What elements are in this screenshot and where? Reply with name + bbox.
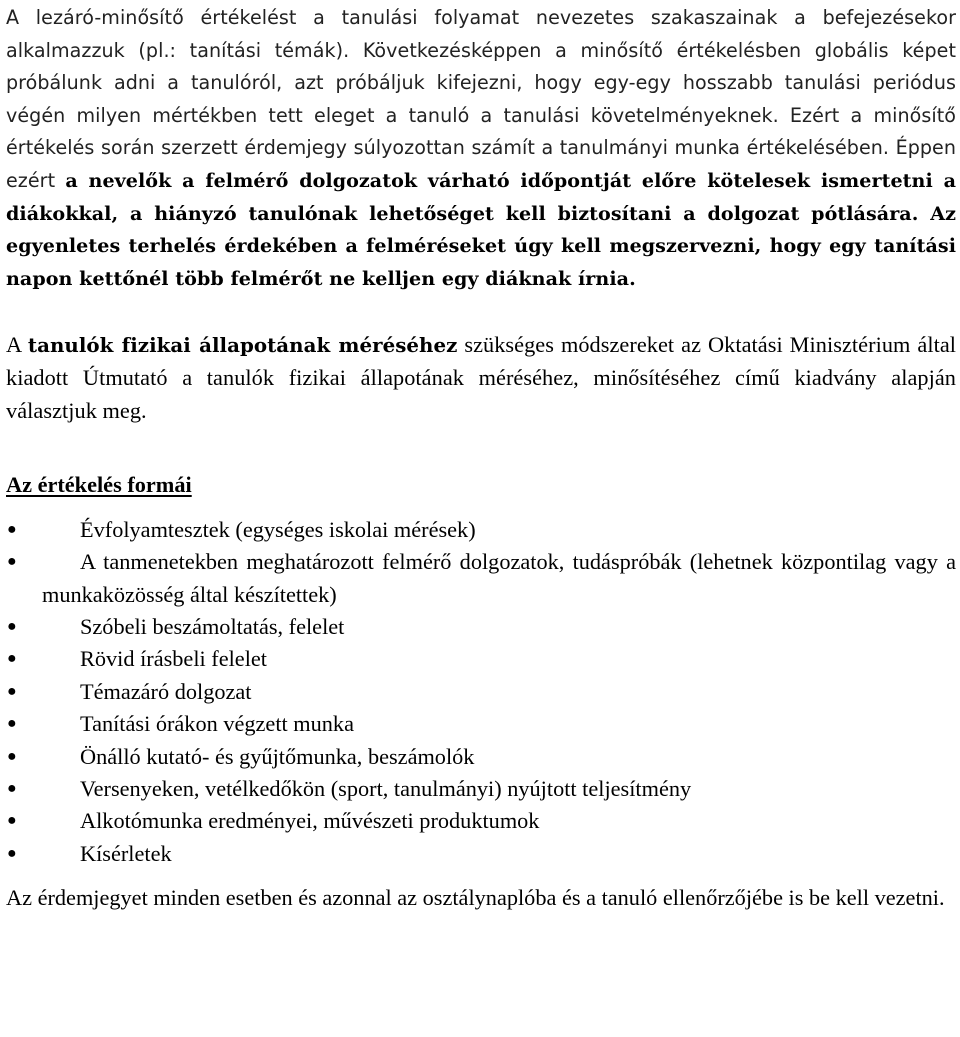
list-item-text: Versenyeken, vetélkedőkön (sport, tanulmányi) nyújtott teljesítmény xyxy=(80,775,692,801)
paragraph-final-assessment-bold: a nevelők a felmérő dolgozatok várható időpontját előre kötelesek ismertetni a diákokkal, a hiányzó tanulónak lehetőséget kell biztosítani a dolgozat pótlására. Az egyenletes terhelés érdekében a felméréseket úgy kell megszervezni, hogy egy tanítási napon kettőnél több felmérőt ne kelljen egy diáknak írnia. xyxy=(6,168,956,290)
bullet-icon: ● xyxy=(7,553,17,571)
section-heading: Az értékelés formái xyxy=(6,472,192,498)
list-item xyxy=(6,643,956,675)
paragraph-final-assessment-text: A lezáró-minősítő értékelést a tanulási folyamat nevezetes szakaszainak a befejezésekor alkalmazzuk (pl.: tanítási témák). Következésképpen a minősítő értékelésben globális képet próbálunk adni a tanulóról, azt próbáljuk kifejezni, hogy egy-egy hosszabb tanulási periódus végén milyen mértékben tett eleget a tanuló a tanulási követelményeknek. Ezért a minősítő értékelés során szerzett érdemjegy súlyozottan számít a tanulmányi munka értékelésében. Éppen ezért xyxy=(6,6,956,192)
list-item-text: A tanmenetekben meghatározott felmérő dolgozatok, tudáspróbák (lehetnek központilag vagy a munkaközösség által készítettek) xyxy=(42,549,956,607)
list-item xyxy=(6,773,956,805)
bullet-icon: ● xyxy=(7,650,17,668)
paragraph-physical-prefix: A xyxy=(6,332,28,358)
bullet-icon: ● xyxy=(7,779,17,797)
list-item xyxy=(6,838,956,870)
bullet-icon: ● xyxy=(7,715,17,733)
list-item xyxy=(6,708,956,740)
paragraph-physical-assessment xyxy=(6,329,956,427)
bullet-icon: ● xyxy=(7,812,17,830)
bullet-icon: ● xyxy=(7,520,17,538)
paragraph-grade-recording: Az érdemjegyet minden esetben és azonnal az osztálynaplóba és a tanuló ellenőrzőjébe is be kell vezetni. xyxy=(6,885,945,911)
paragraph-final-assessment xyxy=(6,2,956,295)
bullet-icon: ● xyxy=(7,844,17,862)
assessment-forms-list xyxy=(6,514,956,870)
list-item-text: Rövid írásbeli felelet xyxy=(80,646,267,672)
list-item-text: Alkotómunka eredményei, művészeti produktumok xyxy=(80,808,540,834)
document-page xyxy=(6,2,956,937)
list-item xyxy=(6,546,956,611)
list-item xyxy=(6,741,956,773)
list-item-text: Tanítási órákon végzett munka xyxy=(80,711,354,737)
list-item-text: Önálló kutató- és gyűjtőmunka, beszámolók xyxy=(80,743,475,769)
list-item xyxy=(6,611,956,643)
bullet-icon: ● xyxy=(7,617,17,635)
list-item xyxy=(6,514,956,546)
list-item-text: Kísérletek xyxy=(80,840,172,866)
list-item-text: Szóbeli beszámoltatás, felelet xyxy=(80,613,345,639)
list-item xyxy=(6,676,956,708)
bullet-icon: ● xyxy=(7,682,17,700)
paragraph-physical-bold: tanulók fizikai állapotának méréséhez xyxy=(27,333,458,358)
list-item xyxy=(6,805,956,837)
list-item-text: Témazáró dolgozat xyxy=(80,678,252,704)
list-item-text: Évfolyamtesztek (egységes iskolai mérések) xyxy=(80,516,476,542)
bullet-icon: ● xyxy=(7,747,17,765)
paragraph-physical-suffix: szükséges módszereket az Oktatási Minisztérium által kiadott Útmutató a tanulók fizikai állapotának méréséhez, minősítéséhez című kiadvány alapján választjuk meg. xyxy=(6,332,957,423)
